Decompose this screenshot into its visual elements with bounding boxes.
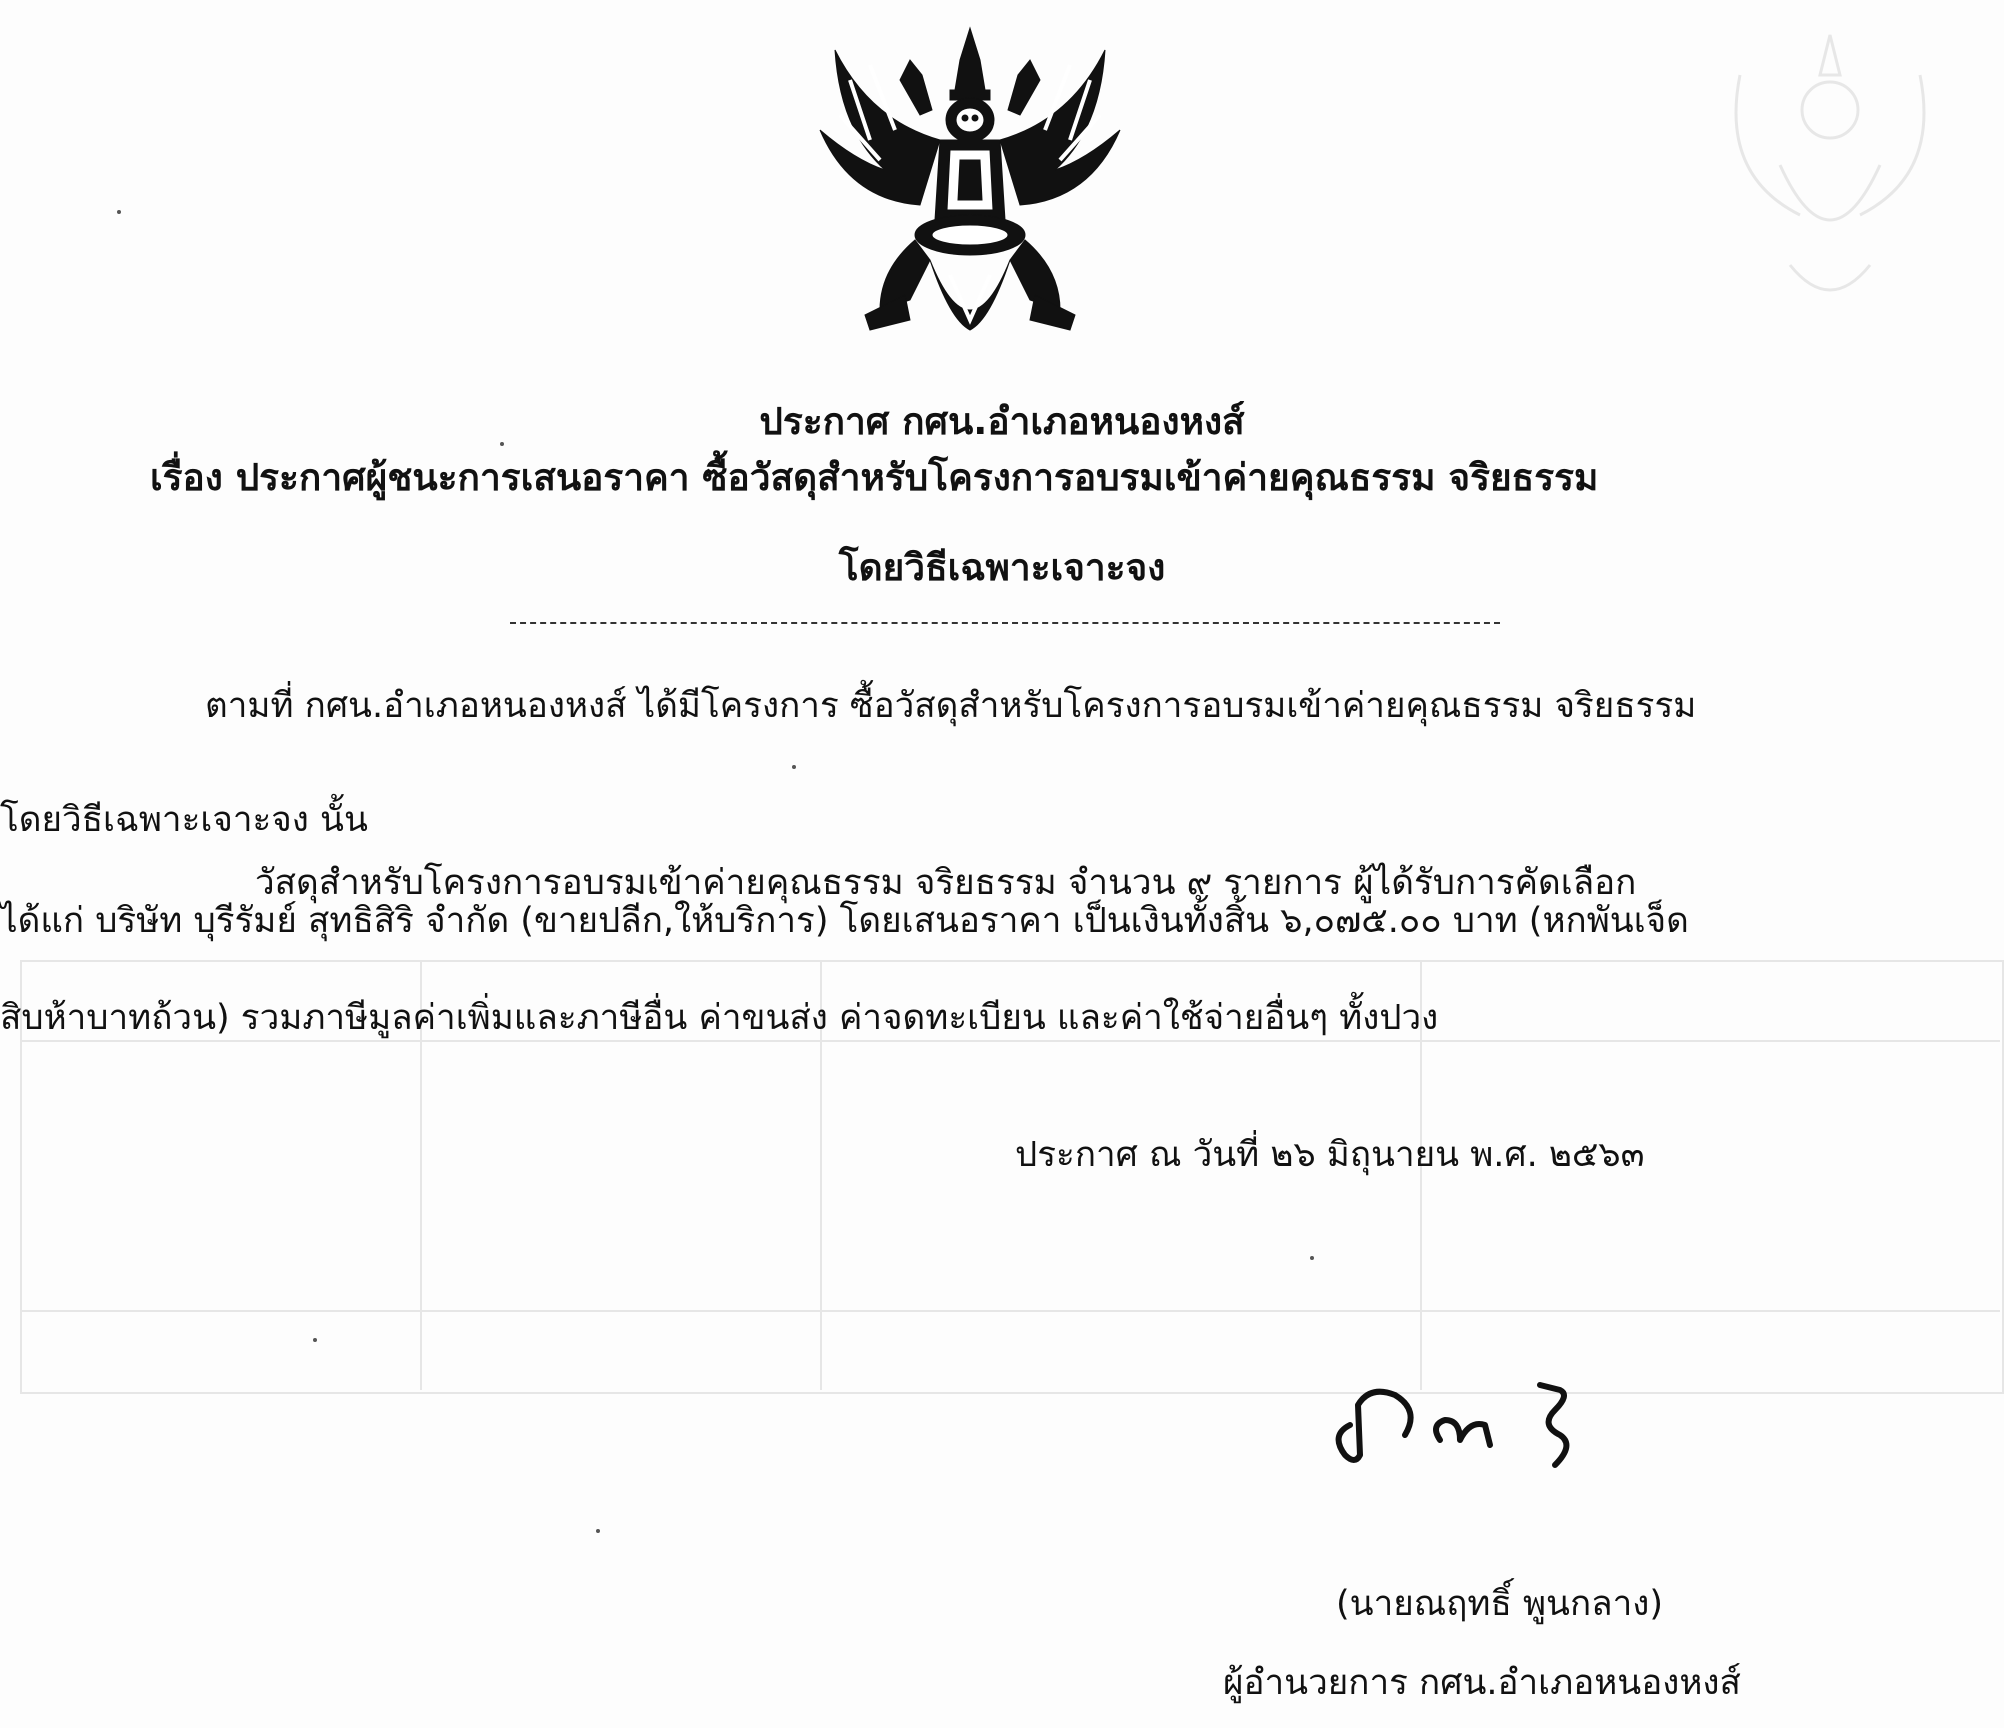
handwritten-signature bbox=[1310, 1365, 1610, 1475]
body-paragraph-line: สิบห้าบาทถ้วน) รวมภาษีมูลค่าเพิ่มและภาษีอื่น ค่าขนส่ง ค่าจดทะเบียน และค่าใช้จ่ายอื่นๆ ทั้งปวง bbox=[0, 998, 1439, 1038]
announcement-subject: เรื่อง ประกาศผู้ชนะการเสนอราคา ซื้อวัสดุสำหรับโครงการอบรมเข้าค่ายคุณธรรม จริยธรรม bbox=[150, 456, 1599, 499]
body-paragraph-line: ตามที่ กศน.อำเภอหนองหงส์ ได้มีโครงการ ซื้อวัสดุสำหรับโครงการอบรมเข้าค่ายคุณธรรม จริยธรรม bbox=[205, 686, 1697, 726]
body-paragraph-line: วัสดุสำหรับโครงการอบรมเข้าค่ายคุณธรรม จริยธรรม จำนวน ๙ รายการ ผู้ได้รับการคัดเลือก bbox=[255, 863, 1637, 903]
ghost-emblem-icon bbox=[1680, 15, 1980, 335]
separator-rule bbox=[510, 622, 1500, 624]
body-paragraph-line: โดยวิธีเฉพาะเจาะจง นั้น bbox=[0, 800, 368, 840]
procurement-method: โดยวิธีเฉพาะเจาะจง bbox=[838, 546, 1166, 589]
body-paragraph-line: ได้แก่ บริษัท บุรีรัมย์ สุทธิสิริ จำกัด (ขายปลีก,ให้บริการ) โดยเสนอราคา เป็นเงินทั้งสิ้น ๖,๐๗๕.๐๐ บาท (หกพันเจ็ด bbox=[0, 901, 1689, 941]
garuda-emblem-icon bbox=[810, 20, 1130, 370]
announcement-date: ประกาศ ณ วันที่ ๒๖ มิถุนายน พ.ศ. ๒๕๖๓ bbox=[1015, 1135, 1645, 1175]
announcement-title: ประกาศ กศน.อำเภอหนองหงส์ bbox=[759, 400, 1245, 443]
signer-name: (นายณฤทธิ์ พูนกลาง) bbox=[1336, 1584, 1663, 1624]
signer-position: ผู้อำนวยการ กศน.อำเภอหนองหงส์ bbox=[1223, 1663, 1741, 1703]
